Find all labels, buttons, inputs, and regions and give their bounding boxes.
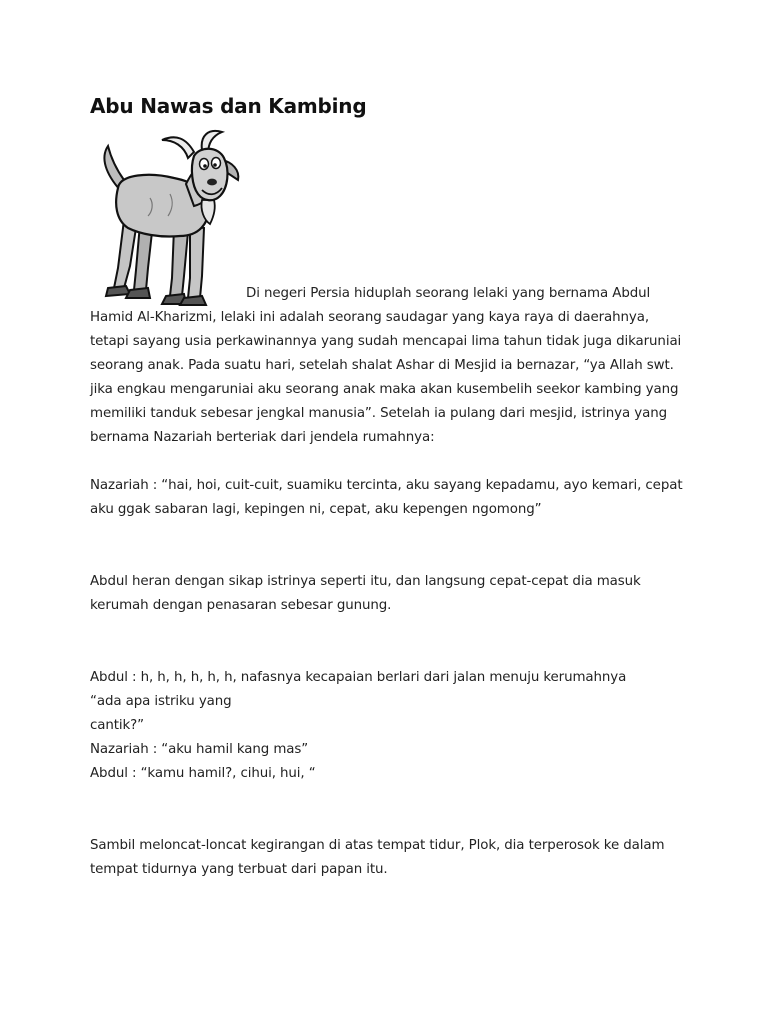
document-title: Abu Nawas dan Kambing [90, 94, 367, 118]
dialogue-line-2: “ada apa istriku yang [90, 694, 232, 709]
dialogue-line-5: Abdul : “kamu hamil?, cihui, hui, “ [90, 766, 316, 781]
paragraph-2: Nazariah : “hai, hoi, cuit-cuit, suamiku tercinta, aku sayang kepadamu, ayo kemari, cepat aku ggak sabaran lagi, kepingen ni, cepat, aku kepengen ngomong” [90, 478, 683, 517]
paragraph-1: Di negeri Persia hiduplah seorang lelaki yang bernama Abdul Hamid Al-Kharizmi, lelaki ini adalah seorang saudagar yang kaya raya di daerahnya, tetapi sayang usia perkawinannya yang sudah mencapai lima tahun tidak juga dikaruniai seorang anak. Pada suatu hari, setelah shalat Ashar di Mesjid ia bernazar, “ya Allah swt. jika engkau mengaruniai aku seorang anak maka akan kusembelih seekor kambing yang memiliki tanduk sebesar jengkal manusia”. Setelah ia pulang dari mesjid, istrinya yang bernama Nazariah berteriak dari jendela rumahnya: [90, 286, 682, 445]
dialogue-line-3: cantik?” [90, 718, 145, 733]
dialogue-line-1: Abdul : h, h, h, h, h, h, nafasnya kecapaian berlari dari jalan menuju kerumahnya [90, 670, 627, 685]
paragraph-5: Sambil meloncat-loncat kegirangan di atas tempat tidur, Plok, dia terperosok ke dalam tempat tidurnya yang terbuat dari papan itu. [90, 838, 665, 877]
goat-illustration [90, 128, 242, 306]
paragraph-3: Abdul heran dengan sikap istrinya seperti itu, dan langsung cepat-cepat dia masuk kerumah dengan penasaran sebesar gunung. [90, 574, 641, 613]
document-page [90, 92, 690, 882]
dialogue-line-4: Nazariah : “aku hamil kang mas” [90, 742, 309, 757]
